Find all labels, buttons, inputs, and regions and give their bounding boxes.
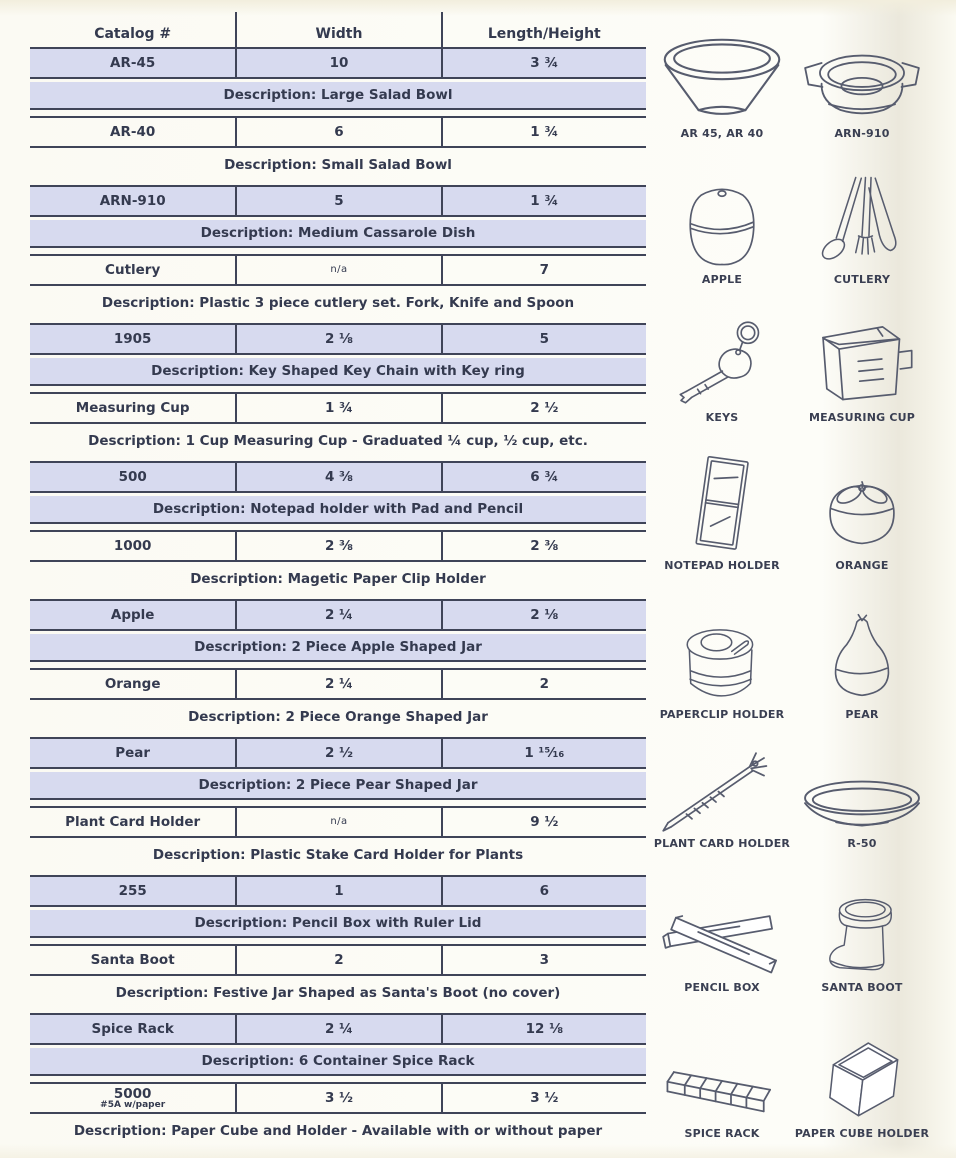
gallery-row [652, 880, 932, 994]
description-row: Description: Medium Cassarole Dish [30, 220, 646, 248]
catalog-number: 255 [118, 883, 147, 899]
product-row [30, 599, 646, 631]
table-header [30, 12, 646, 47]
length-cell: 6 [441, 877, 646, 905]
notepad-holder-icon [684, 453, 760, 554]
description-row: Description: 2 Piece Pear Shaped Jar [30, 772, 646, 800]
length-cell: 3 ½ [441, 1084, 646, 1112]
product-row [30, 737, 646, 769]
header-width: Width [235, 12, 440, 47]
spec-table [30, 12, 646, 1151]
catalog-number: Plant Card Holder [65, 814, 201, 830]
length-cell: 6 ¾ [441, 463, 646, 491]
product-row [30, 185, 646, 217]
gallery-label: ORANGE [835, 559, 889, 572]
product-row [30, 875, 646, 907]
santa-boot-icon [825, 895, 899, 976]
table-row [30, 944, 646, 1007]
gallery-item [652, 40, 792, 140]
table-row [30, 47, 646, 110]
gallery-row [652, 748, 932, 850]
length-cell: 2 ½ [441, 394, 646, 422]
length-cell: 1 ¾ [441, 187, 646, 215]
catalog-cell [30, 463, 235, 491]
length-cell: 5 [441, 325, 646, 353]
catalog-cell [30, 670, 235, 698]
length-cell: 12 ⅛ [441, 1015, 646, 1043]
gallery-label: PLANT CARD HOLDER [653, 837, 791, 850]
width-cell: 2 ¼ [235, 1015, 440, 1043]
r50-dish-icon [799, 779, 925, 833]
catalog-cell [30, 256, 235, 284]
catalog-number: Orange [104, 676, 161, 692]
width-cell: 2 [235, 946, 440, 974]
length-cell: 9 ½ [441, 808, 646, 836]
header-catalog: Catalog # [94, 26, 172, 42]
gallery-label: SPICE RACK [684, 1127, 760, 1140]
gallery-item [652, 176, 792, 286]
paperclip-holder-icon [681, 625, 763, 703]
width-cell: 2 ⅛ [235, 325, 440, 353]
gallery-item [652, 606, 792, 721]
length-cell: 1 ¾ [441, 118, 646, 146]
gallery-item [652, 880, 792, 994]
catalog-cell [30, 877, 235, 905]
description-row: Description: Magetic Paper Clip Holder [190, 571, 486, 587]
gallery-label: SANTA BOOT [821, 981, 903, 994]
table-row [30, 875, 646, 938]
width-cell: 3 ½ [235, 1084, 440, 1112]
pencil-box-icon [660, 897, 784, 976]
gallery-item [792, 176, 932, 286]
description-row: Description: 1 Cup Measuring Cup - Graduated ¼ cup, ½ cup, etc. [88, 433, 588, 449]
product-row [30, 254, 646, 286]
catalog-number: 1000 [113, 538, 152, 554]
table-row [30, 185, 646, 248]
product-row [30, 461, 646, 493]
description-row: Description: Festive Jar Shaped as Santa's Boot (no cover) [115, 985, 561, 1001]
width-cell: n/a [235, 256, 440, 284]
catalog-number: Apple [110, 607, 155, 623]
description-row: Description: Paper Cube and Holder - Available with or without paper [73, 1123, 603, 1139]
description-row: Description: 2 Piece Orange Shaped Jar [188, 709, 488, 725]
catalog-cell [30, 1015, 235, 1043]
gallery-label: PAPER CUBE HOLDER [794, 1127, 930, 1140]
description-row: Description: Large Salad Bowl [30, 82, 646, 110]
table-row [30, 461, 646, 524]
gallery-item [792, 748, 932, 850]
product-row [30, 1013, 646, 1045]
gallery-label: KEYS [705, 411, 739, 424]
gallery-label: PENCIL BOX [684, 981, 760, 994]
gallery-label: R-50 [847, 837, 877, 850]
catalog-number: 1905 [113, 331, 152, 347]
gallery-item [792, 606, 932, 721]
gallery-item [792, 452, 932, 572]
catalog-cell [30, 394, 235, 422]
catalog-number: Pear [115, 745, 151, 761]
catalog-number: 5000 [113, 1085, 152, 1102]
catalog-cell [30, 946, 235, 974]
length-cell: 3 [441, 946, 646, 974]
width-cell: 1 [235, 877, 440, 905]
table-row [30, 668, 646, 731]
paper-cube-holder-icon [818, 1034, 906, 1122]
gallery-label: PEAR [845, 708, 879, 721]
width-cell: 2 ¼ [235, 601, 440, 629]
length-cell: 3 ¾ [441, 49, 646, 77]
table-row [30, 806, 646, 869]
description-row: Description: 6 Container Spice Rack [30, 1048, 646, 1076]
gallery-row [652, 452, 932, 572]
description-row: Description: Plastic 3 piece cutlery set. Fork, Knife and Spoon [101, 295, 575, 311]
apple-jar-icon [685, 182, 759, 268]
product-row [30, 323, 646, 355]
description-row: Description: Notepad holder with Pad and Pencil [30, 496, 646, 524]
length-cell: 1 ¹⁵⁄₁₆ [441, 739, 646, 767]
width-cell: 4 ⅜ [235, 463, 440, 491]
catalog-cell [30, 325, 235, 353]
product-row [30, 116, 646, 148]
table-row [30, 392, 646, 455]
catalog-number: Measuring Cup [75, 400, 190, 416]
product-row [30, 1082, 646, 1114]
gallery-row [652, 40, 932, 140]
description-row: Description: Small Salad Bowl [224, 157, 452, 173]
catalog-cell [30, 187, 235, 215]
gallery-item [792, 322, 932, 424]
catalog-number: Spice Rack [91, 1021, 174, 1037]
gallery-item [792, 1022, 932, 1140]
pear-jar-icon [829, 611, 895, 703]
width-cell: 2 ¼ [235, 670, 440, 698]
catalog-number: Cutlery [105, 262, 161, 278]
table-row [30, 737, 646, 800]
gallery-row [652, 322, 932, 424]
length-cell: 7 [441, 256, 646, 284]
product-row [30, 806, 646, 838]
measuring-cup-icon [810, 320, 914, 406]
cutlery-icon [814, 174, 910, 268]
product-row [30, 944, 646, 976]
salad-bowl-icon [661, 36, 783, 122]
catalog-number: 500 [118, 469, 147, 485]
width-cell: 6 [235, 118, 440, 146]
gallery-item [652, 748, 792, 850]
catalog-number: AR-40 [110, 124, 156, 140]
catalog-cell [30, 118, 235, 146]
product-row [30, 47, 646, 79]
gallery-label: AR 45, AR 40 [680, 127, 764, 140]
gallery-row [652, 176, 932, 286]
casserole-dish-icon [801, 49, 923, 122]
catalog-cell [30, 1084, 235, 1112]
table-row [30, 116, 646, 179]
table-row [30, 530, 646, 593]
width-cell: 2 ⅜ [235, 532, 440, 560]
length-cell: 2 ⅜ [441, 532, 646, 560]
catalog-cell [30, 601, 235, 629]
description-row: Description: Pencil Box with Ruler Lid [30, 910, 646, 938]
description-row: Description: Plastic Stake Card Holder for Plants [152, 847, 524, 863]
gallery-item [652, 452, 792, 572]
length-cell: 2 [441, 670, 646, 698]
gallery-label: NOTEPAD HOLDER [664, 559, 780, 572]
catalog-subnote: #5A w/paper [100, 1099, 166, 1110]
table-row [30, 254, 646, 317]
plant-card-holder-icon [660, 742, 784, 832]
catalog-cell [30, 532, 235, 560]
product-row [30, 392, 646, 424]
width-cell: n/a [235, 808, 440, 836]
catalog-number: Santa Boot [90, 952, 175, 968]
orange-jar-icon [824, 469, 900, 554]
length-cell: 2 ⅛ [441, 601, 646, 629]
gallery-label: PAPERCLIP HOLDER [659, 708, 785, 721]
gallery-label: CUTLERY [833, 273, 891, 286]
gallery-row [652, 606, 932, 721]
table-row [30, 599, 646, 662]
gallery-item [792, 40, 932, 140]
width-cell: 1 ¾ [235, 394, 440, 422]
table-row [30, 323, 646, 386]
table-row [30, 1082, 646, 1145]
width-cell: 2 ½ [235, 739, 440, 767]
spice-rack-icon [661, 1048, 783, 1122]
catalog-number: AR-45 [110, 55, 156, 71]
product-row [30, 668, 646, 700]
gallery-row [652, 1022, 932, 1140]
catalog-cell [30, 808, 235, 836]
table-row [30, 1013, 646, 1076]
gallery-label: APPLE [701, 273, 743, 286]
width-cell: 10 [235, 49, 440, 77]
catalog-cell [30, 739, 235, 767]
gallery-label: ARN-910 [834, 127, 890, 140]
header-length: Length/Height [441, 12, 646, 47]
catalog-number: ARN-910 [99, 193, 166, 209]
gallery-label: MEASURING CUP [808, 411, 916, 424]
description-row: Description: 2 Piece Apple Shaped Jar [30, 634, 646, 662]
gallery-item [652, 1022, 792, 1140]
keys-icon [675, 317, 769, 406]
gallery-item [792, 880, 932, 994]
product-row [30, 530, 646, 562]
catalog-cell [30, 49, 235, 77]
gallery-item [652, 322, 792, 424]
description-row: Description: Key Shaped Key Chain with Key ring [30, 358, 646, 386]
width-cell: 5 [235, 187, 440, 215]
